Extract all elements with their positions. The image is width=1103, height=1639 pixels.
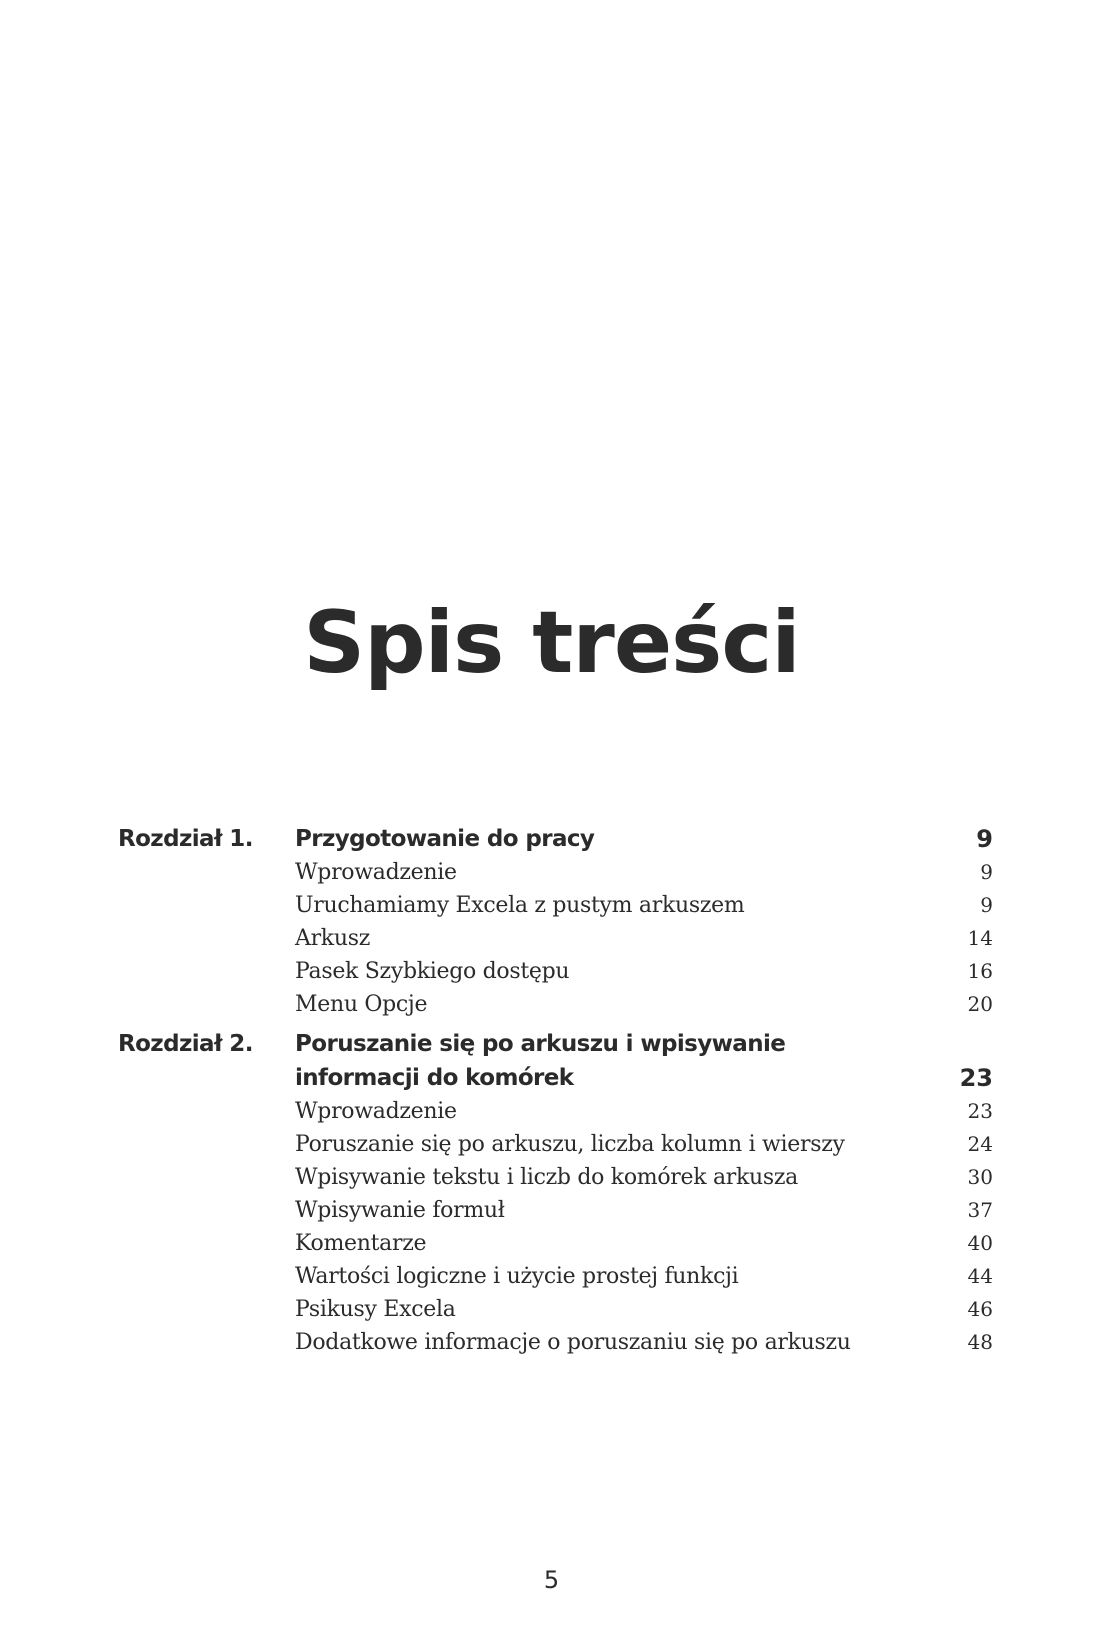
section-title: Arkusz xyxy=(295,926,370,951)
toc-section[interactable] xyxy=(0,1293,1103,1326)
section-title: Wpisywanie tekstu i liczb do komórek arkusza xyxy=(295,1165,798,1190)
section-page-number: 16 xyxy=(967,959,993,983)
chapter-title-line-1: Poruszanie się po arkuszu i wpisywanie xyxy=(295,1031,786,1057)
section-title: Dodatkowe informacje o poruszaniu się po arkuszu xyxy=(295,1330,851,1355)
chapter-label: Rozdział 2. xyxy=(118,1031,253,1057)
toc-chapter-1[interactable] xyxy=(0,822,1103,856)
section-title: Psikusy Excela xyxy=(295,1297,456,1322)
section-title: Pasek Szybkiego dostępu xyxy=(295,959,570,984)
section-title: Wprowadzenie xyxy=(295,1099,457,1124)
toc-section[interactable] xyxy=(0,1326,1103,1359)
section-title: Uruchamiamy Excela z pustym arkuszem xyxy=(295,893,745,918)
section-page-number: 24 xyxy=(967,1132,993,1156)
toc-section[interactable] xyxy=(0,1227,1103,1260)
chapter-page-number: 9 xyxy=(976,825,993,853)
toc-section[interactable] xyxy=(0,889,1103,922)
toc-section[interactable] xyxy=(0,1161,1103,1194)
toc-section[interactable] xyxy=(0,955,1103,988)
toc-section[interactable] xyxy=(0,856,1103,889)
page-number: 5 xyxy=(543,1566,560,1594)
chapter-label: Rozdział 1. xyxy=(118,826,253,852)
section-page-number: 20 xyxy=(967,992,993,1016)
section-page-number: 23 xyxy=(967,1099,993,1123)
section-page-number: 9 xyxy=(980,860,993,884)
section-page-number: 40 xyxy=(967,1231,993,1255)
section-page-number: 14 xyxy=(967,926,993,950)
toc-chapter-2[interactable] xyxy=(0,1027,1103,1095)
section-page-number: 30 xyxy=(967,1165,993,1189)
toc-section[interactable] xyxy=(0,1194,1103,1227)
section-page-number: 9 xyxy=(980,893,993,917)
toc-section[interactable] xyxy=(0,988,1103,1021)
section-title: Poruszanie się po arkuszu, liczba kolumn i wierszy xyxy=(295,1132,845,1157)
toc-section[interactable] xyxy=(0,922,1103,955)
toc-section[interactable] xyxy=(0,1128,1103,1161)
section-page-number: 44 xyxy=(967,1264,993,1288)
section-title: Menu Opcje xyxy=(295,992,428,1017)
toc-section[interactable] xyxy=(0,1260,1103,1293)
chapter-title-line-2: informacji do komórek xyxy=(295,1065,574,1091)
chapter-page-number: 23 xyxy=(959,1064,993,1092)
section-title: Komentarze xyxy=(295,1231,427,1256)
section-title: Wprowadzenie xyxy=(295,860,457,885)
chapter-title: Przygotowanie do pracy xyxy=(295,826,595,852)
table-of-contents xyxy=(0,822,1103,1359)
section-page-number: 46 xyxy=(967,1297,993,1321)
section-page-number: 37 xyxy=(967,1198,993,1222)
section-title: Wpisywanie formuł xyxy=(295,1198,505,1223)
toc-section[interactable] xyxy=(0,1095,1103,1128)
section-page-number: 48 xyxy=(967,1330,993,1354)
section-title: Wartości logiczne i użycie prostej funkcji xyxy=(295,1264,739,1289)
page-title: Spis treści xyxy=(303,592,800,693)
